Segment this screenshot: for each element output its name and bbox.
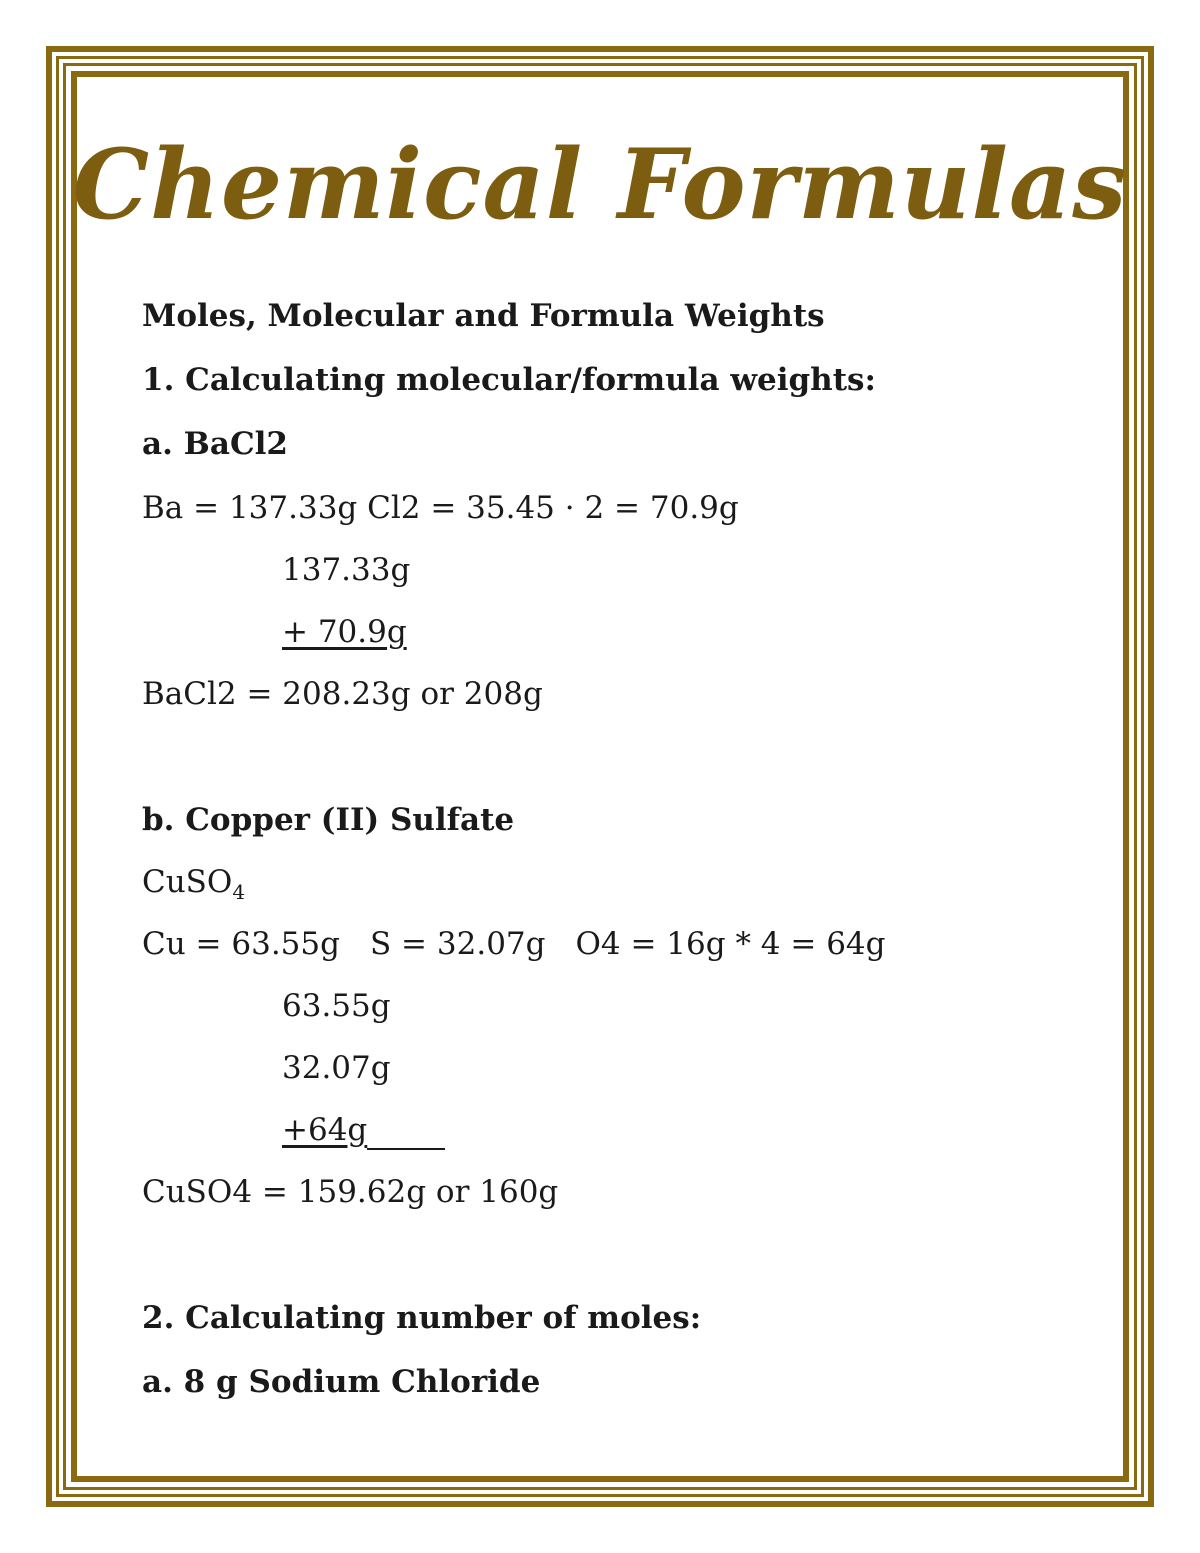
s-weight: S = 32.07g — [369, 926, 546, 962]
cuso4-formula-subscript: 4 — [232, 880, 246, 905]
bacl2-result: BaCl2 = 208.23g or 208g — [142, 676, 543, 712]
cuso4-formula-base: CuSO — [142, 864, 233, 900]
bacl2-addend-2 — [282, 612, 407, 652]
cuso4-addend-3 — [282, 1110, 445, 1150]
cuso4-addend-2: 32.07g — [282, 1050, 391, 1086]
bacl2-component-weights: Ba = 137.33g Cl2 = 35.45 · 2 = 70.9g — [142, 490, 739, 526]
cuso4-formula — [142, 862, 245, 912]
section-2-part-a-heading: a. 8 g Sodium Chloride — [142, 1364, 541, 1400]
section-1-heading: 1. Calculating molecular/formula weights: — [142, 362, 876, 398]
o-weight: O4 = 16g * 4 = 64g — [575, 926, 886, 962]
cuso4-result: CuSO4 = 159.62g or 160g — [142, 1174, 559, 1210]
section-2-heading: 2. Calculating number of moles: — [142, 1300, 702, 1336]
part-b-heading: b. Copper (II) Sulfate — [142, 802, 515, 838]
cuso4-addend-3-text: +64g — [282, 1112, 368, 1148]
bacl2-addend-2-text: + 70.9g — [282, 614, 407, 650]
page-border-inner-3 — [71, 71, 1129, 1482]
cuso4-component-weights — [142, 924, 886, 964]
part-a-heading: a. BaCl2 — [142, 426, 288, 462]
cuso4-addend-1: 63.55g — [282, 988, 391, 1024]
underline-blank — [367, 1116, 445, 1150]
page-title: Chemical Formulas — [72, 128, 1128, 241]
cu-weight: Cu = 63.55g — [142, 926, 340, 962]
subtitle: Moles, Molecular and Formula Weights — [142, 298, 825, 334]
bacl2-addend-1: 137.33g — [282, 552, 411, 588]
